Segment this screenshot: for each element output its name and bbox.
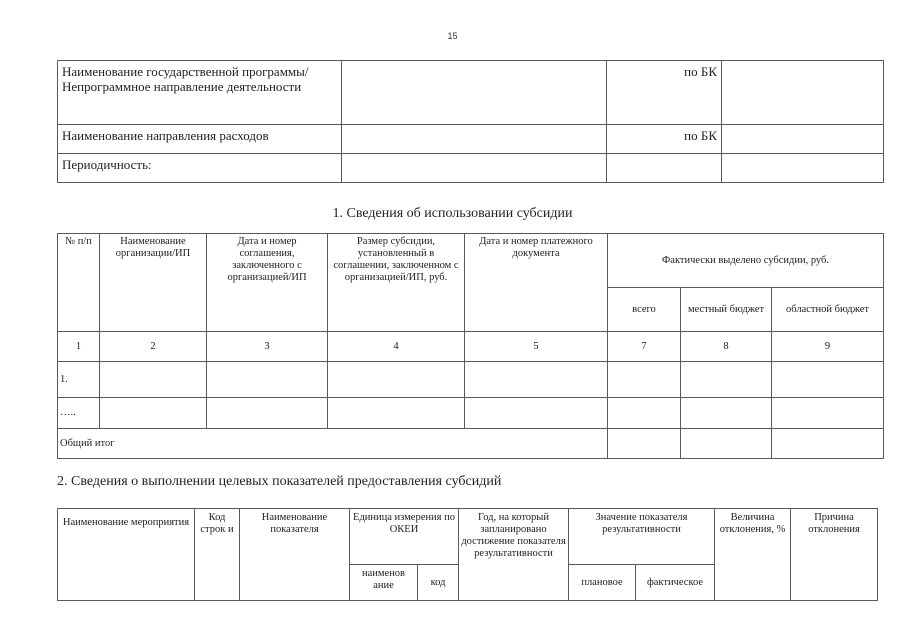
header-reason: Причина отклонения — [791, 509, 878, 601]
program-code-cell — [722, 61, 884, 125]
header-org: Наименование организации/ИП — [100, 234, 207, 332]
header-unit: Единица измерения по ОКЕИ — [350, 509, 459, 565]
column-number: 1 — [58, 332, 100, 362]
table-row — [58, 362, 884, 398]
program-code-label: по БК — [607, 61, 722, 125]
subsidy-usage-table — [57, 233, 884, 459]
header-actual: фактическое — [636, 565, 715, 601]
periodicity-value-cell — [342, 154, 607, 183]
header-allocated: Фактически выделено субсидии, руб. — [608, 234, 884, 288]
total-label: Общий итог — [58, 429, 608, 459]
page-number: 15 — [447, 31, 458, 41]
header-agreement: Дата и номер соглашения, заключенного с организацией/ИП — [207, 234, 328, 332]
header-event: Наименование мероприятия — [58, 509, 195, 601]
header-indicator: Наименование показателя — [240, 509, 350, 601]
header-total: всего — [608, 288, 681, 332]
row-number: ….. — [58, 398, 100, 429]
header-amount: Размер субсидии, установленный в соглашении, заключенном с организацией/ИП, руб. — [328, 234, 465, 332]
column-number: 5 — [465, 332, 608, 362]
header-payment: Дата и номер платежного документа — [465, 234, 608, 332]
header-num: № п/п — [58, 234, 100, 332]
table-row — [58, 398, 884, 429]
header-year: Год, на который запланировано достижение показателя результативности — [459, 509, 569, 601]
header-regional: областной бюджет — [772, 288, 884, 332]
total-row — [58, 429, 884, 459]
expense-direction-label: Наименование направления расходов — [58, 125, 342, 154]
program-value-cell — [342, 61, 607, 125]
header-table — [57, 60, 884, 183]
periodicity-cell-4 — [722, 154, 884, 183]
target-indicators-table — [57, 508, 878, 601]
column-number: 2 — [100, 332, 207, 362]
column-number: 4 — [328, 332, 465, 362]
expense-direction-code-label: по БК — [607, 125, 722, 154]
periodicity-label: Периодичность: — [58, 154, 342, 183]
header-planned: плановое — [569, 565, 636, 601]
program-label: Наименование государственной программы/Непрограммное направление деятельности — [58, 61, 342, 125]
section2-title: 2. Сведения о выполнении целевых показателей предоставления субсидий — [57, 474, 502, 489]
expense-direction-value-cell — [342, 125, 607, 154]
row-number: 1. — [58, 362, 100, 398]
column-number: 3 — [207, 332, 328, 362]
column-number: 9 — [772, 332, 884, 362]
section1-title: 1. Сведения об использовании субсидии — [332, 206, 573, 221]
header-unit-code: код — [418, 565, 459, 601]
header-deviation: Величина отклонения, % — [715, 509, 791, 601]
periodicity-cell-3 — [607, 154, 722, 183]
expense-direction-code-cell — [722, 125, 884, 154]
header-local: местный бюджет — [681, 288, 772, 332]
header-line-code: Код строк и — [195, 509, 240, 601]
column-number: 8 — [681, 332, 772, 362]
header-value: Значение показателя результативности — [569, 509, 715, 565]
column-number: 7 — [608, 332, 681, 362]
header-unit-name: наименов ание — [350, 565, 418, 601]
